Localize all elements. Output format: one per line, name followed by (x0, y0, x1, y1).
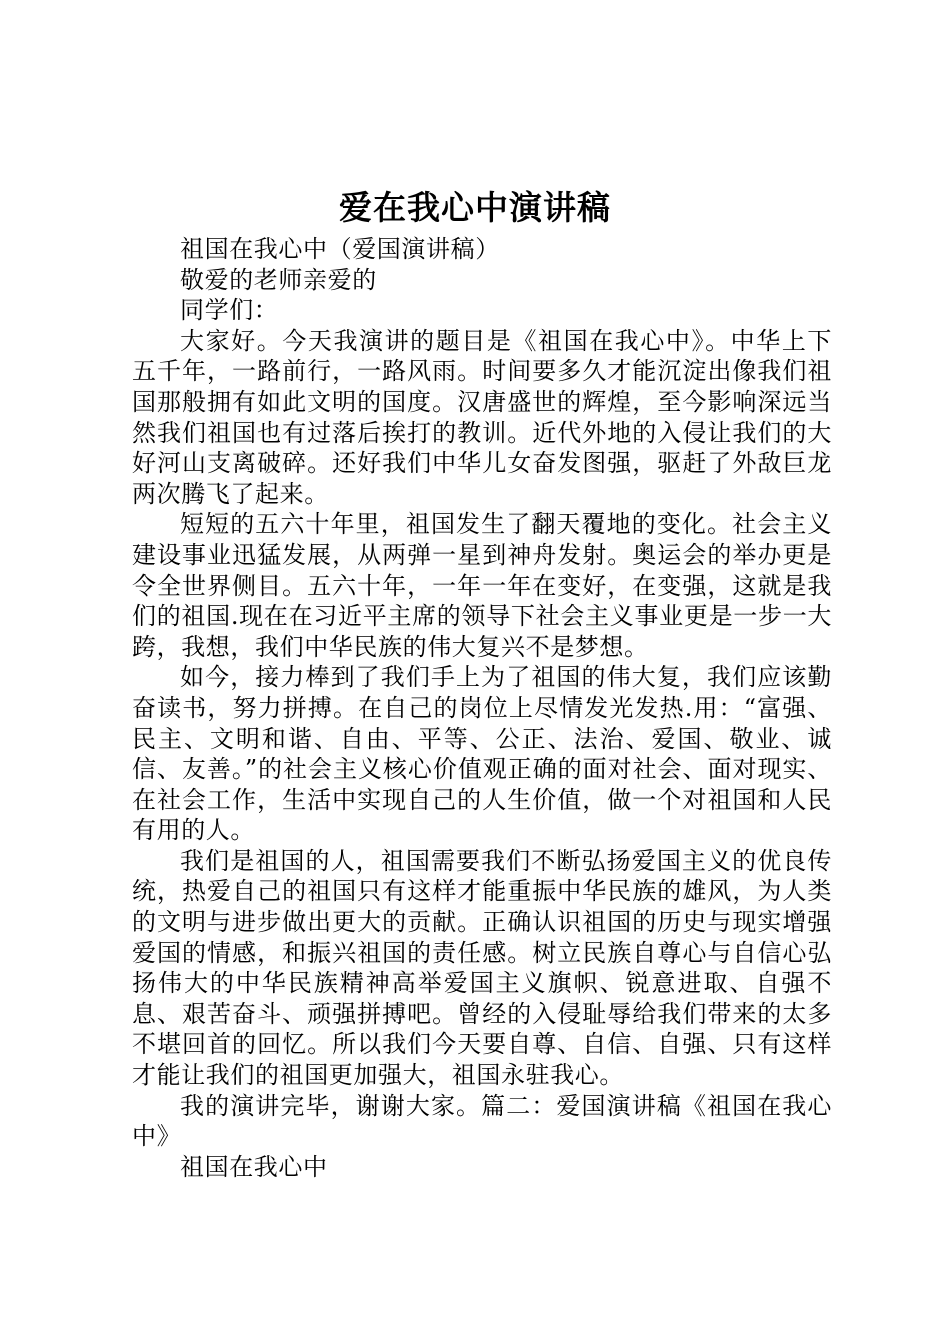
paragraph-heading: 祖国在我心中 (180, 1152, 328, 1181)
paragraph-salutation: 敬爱的老师亲爱的 (180, 265, 377, 294)
paragraph: 大家好。今天我演讲的题目是《祖国在我心中》。中华上下五千年，一路前行，一路风雨。时间要多久才能沉淀出像我们祖国那般拥有如此文明的国度。汉唐盛世的辉煌，至今影响深远当然我们祖国也有过落后挨打的教训。近代外地的入侵让我们的大好河山支离破碎。还好我们中华儿女奋发图强，驱赶了外敌巨龙两次腾飞了起来。 (132, 326, 832, 508)
paragraph: 我们是祖国的人，祖国需要我们不断弘扬爱国主义的优良传统，热爱自己的祖国只有这样才能重振中华民族的雄风，为人类的文明与进步做出更大的贡献。正确认识祖国的历史与现实增强爱国的情感，和振兴祖国的责任感。树立民族自尊心与自信心弘扬伟大的中华民族精神高举爱国主义旗帜、锐意进取、自强不息、艰苦奋斗、顽强拼搏吧。曾经的入侵耻辱给我们带来的太多不堪回首的回忆。所以我们今天要自尊、自信、自强、只有这样才能让我们的祖国更加强大，祖国永驻我心。 (132, 846, 832, 1090)
paragraph: 我的演讲完毕，谢谢大家。篇二：爱国演讲稿《祖国在我心中》 (132, 1091, 832, 1151)
paragraph-subtitle: 祖国在我心中（爱国演讲稿） (180, 235, 500, 263)
paragraph-salutation-cont: 同学们： (180, 296, 279, 325)
paragraph: 如今，接力棒到了我们手上为了祖国的伟大复，我们应该勤奋读书，努力拼搏。在自己的岗位上尽情发光发热.用：“富强、民主、文明和谐、自由、平等、公正、法治、爱国、敬业、诚信、友善。”的社会主义核心价值观正确的面对社会、面对现实、在社会工作，生活中实现自己的人生价值，做一个对祖国和人民有用的人。 (132, 663, 832, 845)
paragraph: 短短的五六十年里，祖国发生了翻天覆地的变化。社会主义建设事业迅猛发展，从两弹一星到神舟发射。奥运会的举办更是令全世界侧目。五六十年，一年一年在变好，在变强，这就是我们的祖国.现在在习近平主席的领导下社会主义事业更是一步一大跨，我想，我们中华民族的伟大复兴不是梦想。 (132, 510, 832, 661)
document-title: 爱在我心中演讲稿 (339, 188, 611, 227)
document-body (132, 234, 832, 1182)
